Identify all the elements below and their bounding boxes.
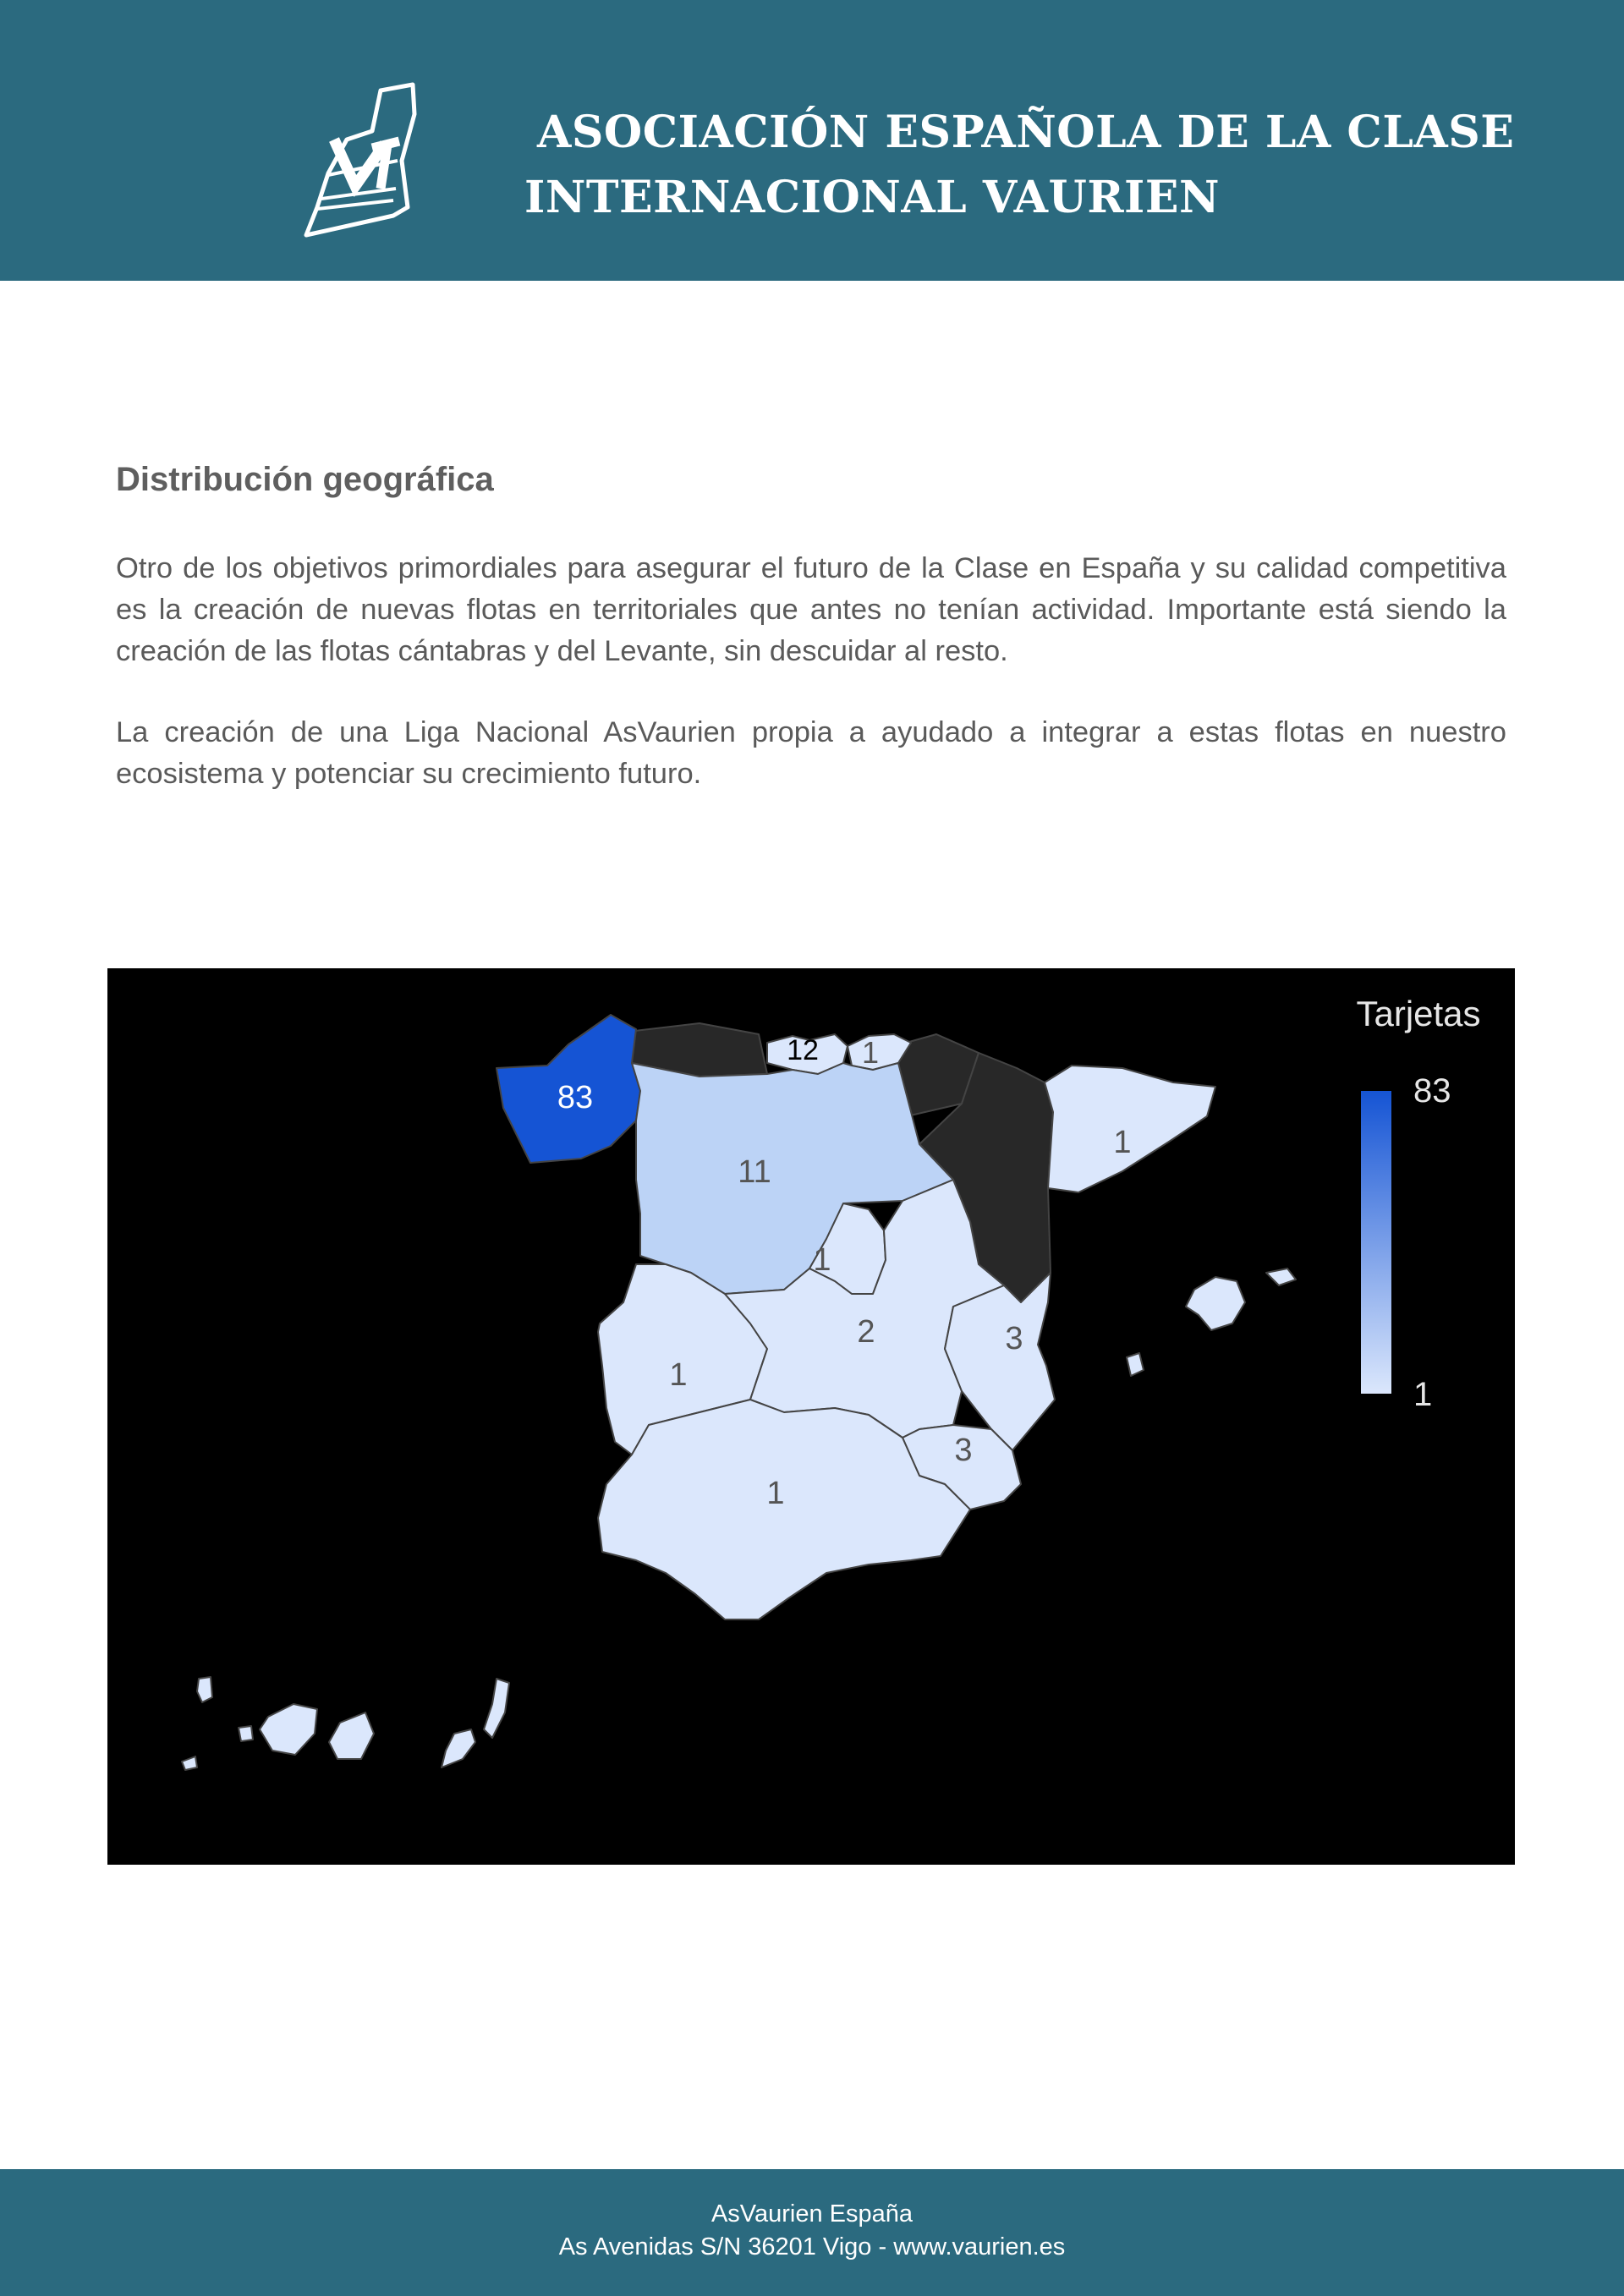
paragraph-objectives: Otro de los objetivos primordiales para asegurar el futuro de la Clase en España y su calidad competitiva es la creación de nuevas flotas en territoriales que antes no tenían actividad. Importante está siendo la creación de las flotas cántabras y del Levante, sin descuidar al resto. (116, 552, 1506, 667)
islands-hierro (182, 1756, 197, 1770)
islands-ibiza (1127, 1353, 1144, 1376)
footer-address: As Avenidas S/N 36201 Vigo - www.vaurien.es (558, 2233, 1066, 2260)
islands-la-palma (197, 1677, 212, 1702)
region-label-castilla-la-mancha: 2 (857, 1314, 875, 1350)
region-label-andalucia: 1 (766, 1476, 785, 1511)
legend-title: Tarjetas (1356, 994, 1481, 1033)
region-label-pais-vasco: 1 (861, 1035, 880, 1070)
section-title: Distribución geográfica (116, 461, 494, 498)
islands-mallorca (1186, 1277, 1245, 1330)
region-label-castilla-leon: 11 (738, 1154, 771, 1190)
footer (0, 2169, 1624, 2296)
paragraph-liga: La creación de una Liga Nacional AsVaurien propia a ayudado a integrar a estas flotas en nuestro ecosistema y potenciar su crecimiento futuro. (116, 716, 1506, 790)
region-label-galicia: 83 (557, 1080, 594, 1115)
footer-organization: AsVaurien España (710, 2200, 914, 2228)
organization-title-line2: INTERNACIONAL VAURIEN (524, 172, 1221, 223)
islands-fuerteventura (442, 1729, 475, 1767)
legend-max-label: 83 (1413, 1072, 1451, 1110)
region-label-cataluna: 1 (1113, 1125, 1132, 1160)
spain-map (107, 968, 1515, 1865)
region-label-madrid: 1 (813, 1242, 831, 1278)
region-label-extremadura: 1 (669, 1357, 688, 1393)
region-label-cantabria: 12 (787, 1034, 819, 1066)
organization-title-line1: ASOCIACIÓN ESPAÑOLA DE LA CLASE (537, 107, 1515, 158)
header-banner (0, 0, 1624, 281)
islands-lanzarote (484, 1679, 509, 1738)
vaurien-logo (288, 80, 431, 241)
islands-tenerife (260, 1704, 317, 1755)
spain-map-panel (107, 968, 1515, 1865)
legend-color-bar (1361, 1091, 1391, 1394)
islands-gomera (239, 1726, 253, 1741)
organization-title (524, 100, 1539, 230)
islands-menorca (1266, 1269, 1296, 1285)
region-label-valencia: 3 (1005, 1321, 1023, 1356)
legend-min-label: 1 (1413, 1376, 1433, 1413)
islands-gran-canaria (329, 1712, 374, 1759)
region-label-murcia: 3 (954, 1433, 973, 1468)
